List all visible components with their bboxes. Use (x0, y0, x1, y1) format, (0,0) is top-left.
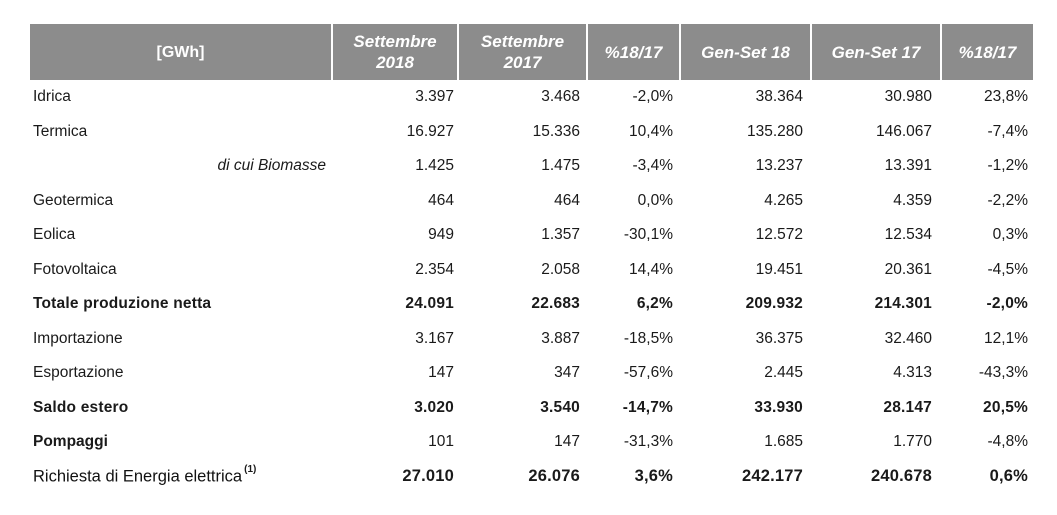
table-row-totale-produzione (30, 287, 1033, 322)
table-row-geotermica (30, 184, 1033, 219)
cell-ytd-18: 135.280 (746, 122, 803, 140)
cell-ytd-18: 36.375 (755, 329, 803, 347)
table-row-termica (30, 115, 1033, 150)
row-label: Idrica (33, 88, 71, 106)
row-label: Geotermica (33, 191, 114, 209)
cell-ytd-17: 30.980 (884, 88, 932, 106)
row-label: Importazione (33, 329, 123, 347)
row-label-text: Richiesta di Energia elettrica (33, 467, 243, 486)
cell-ytd-18: 13.237 (755, 157, 803, 175)
cell-set-2017: 22.683 (531, 295, 580, 313)
cell-set-2017: 26.076 (528, 467, 580, 486)
table-row-pompaggi (30, 425, 1033, 460)
cell-set-2018: 949 (428, 226, 454, 244)
cell-ytd-18: 12.572 (755, 226, 803, 244)
table-row-idrica (30, 80, 1033, 115)
cell-ytd-18: 1.685 (764, 433, 803, 451)
cell-set-2017: 347 (554, 364, 580, 382)
cell-set-2018: 2.354 (415, 260, 454, 278)
cell-set-2017: 464 (554, 191, 580, 209)
footnote-marker: (1) (244, 464, 257, 475)
cell-set-2018: 3.397 (415, 88, 454, 106)
cell-ytd-17: 146.067 (875, 122, 932, 140)
cell-set-2018: 3.020 (414, 398, 454, 416)
table-row-eolica (30, 218, 1033, 253)
cell-ytd-18: 242.177 (741, 467, 803, 486)
cell-pct-ytd: -1,2% (987, 157, 1028, 175)
cell-ytd-18: 209.932 (745, 295, 803, 313)
cell-ytd-17: 214.301 (874, 295, 932, 313)
cell-set-2018: 101 (428, 433, 454, 451)
cell-ytd-17: 4.359 (893, 191, 932, 209)
cell-pct-ytd: 12,1% (984, 329, 1028, 347)
cell-ytd-18: 2.445 (764, 364, 803, 382)
cell-pct-month: -30,1% (623, 226, 673, 244)
cell-set-2017: 2.058 (541, 260, 580, 278)
cell-pct-ytd: -43,3% (978, 364, 1028, 382)
cell-pct-ytd: -4,8% (987, 433, 1028, 451)
cell-pct-ytd: -2,2% (987, 191, 1028, 209)
header-row (30, 24, 1033, 80)
energy-balance-table (30, 24, 1033, 494)
cell-pct-ytd: -4,5% (987, 260, 1028, 278)
cell-set-2018: 1.425 (415, 157, 454, 175)
cell-ytd-17: 28.147 (883, 398, 932, 416)
cell-pct-month: -18,5% (623, 329, 673, 347)
cell-pct-month: -3,4% (632, 157, 673, 175)
table-row-richiesta-energia (30, 460, 1033, 495)
cell-ytd-18: 33.930 (754, 398, 803, 416)
header-pct-month: %18/17 (587, 24, 680, 80)
row-label: Saldo estero (33, 398, 129, 416)
cell-pct-month: -14,7% (622, 398, 673, 416)
cell-ytd-17: 12.534 (884, 226, 932, 244)
cell-pct-month: 0,0% (637, 191, 673, 209)
cell-set-2018: 24.091 (405, 295, 454, 313)
cell-ytd-17: 32.460 (884, 329, 932, 347)
cell-pct-ytd: 20,5% (983, 398, 1028, 416)
header-settembre-2018: Settembre 2018 (332, 24, 458, 80)
cell-set-2017: 15.336 (532, 122, 580, 140)
cell-set-2017: 1.357 (541, 226, 580, 244)
cell-ytd-17: 4.313 (893, 364, 932, 382)
table-body (30, 80, 1033, 494)
table-row-importazione (30, 322, 1033, 357)
cell-ytd-17: 1.770 (893, 433, 932, 451)
cell-pct-month: -57,6% (623, 364, 673, 382)
header-unit: [GWh] (30, 24, 332, 80)
header-gen-set-18: Gen-Set 18 (680, 24, 811, 80)
row-label: Eolica (33, 226, 76, 244)
row-label: Totale produzione netta (33, 295, 212, 313)
row-label: Esportazione (33, 364, 124, 382)
cell-set-2017: 3.540 (540, 398, 580, 416)
cell-pct-ytd: 0,6% (989, 467, 1028, 486)
cell-pct-month: 3,6% (634, 467, 673, 486)
cell-set-2018: 147 (428, 364, 454, 382)
cell-pct-month: -31,3% (623, 433, 673, 451)
cell-set-2017: 1.475 (541, 157, 580, 175)
row-label (30, 460, 332, 495)
cell-ytd-17: 13.391 (884, 157, 932, 175)
table-row-biomasse (30, 149, 1033, 184)
cell-pct-month: 6,2% (636, 295, 673, 313)
table-row-fotovoltaica (30, 253, 1033, 288)
header-pct-ytd: %18/17 (941, 24, 1033, 80)
cell-pct-ytd: -7,4% (987, 122, 1028, 140)
cell-ytd-18: 19.451 (755, 260, 803, 278)
cell-pct-month: 14,4% (629, 260, 673, 278)
row-label: di cui Biomasse (217, 157, 326, 175)
cell-pct-month: 10,4% (629, 122, 673, 140)
cell-ytd-17: 240.678 (870, 467, 932, 486)
header-settembre-2017: Settembre 2017 (458, 24, 587, 80)
cell-ytd-18: 4.265 (764, 191, 803, 209)
cell-set-2018: 464 (428, 191, 454, 209)
cell-pct-month: -2,0% (632, 88, 673, 106)
cell-set-2018: 27.010 (402, 467, 454, 486)
row-label: Fotovoltaica (33, 260, 117, 278)
cell-set-2018: 16.927 (406, 122, 454, 140)
cell-pct-ytd: 23,8% (984, 88, 1028, 106)
table-row-saldo-estero (30, 391, 1033, 426)
cell-set-2017: 3.468 (541, 88, 580, 106)
cell-set-2017: 147 (554, 433, 580, 451)
row-label: Termica (33, 122, 88, 140)
cell-pct-ytd: 0,3% (992, 226, 1028, 244)
header-gen-set-17: Gen-Set 17 (811, 24, 941, 80)
table-row-esportazione (30, 356, 1033, 391)
cell-pct-ytd: -2,0% (986, 295, 1028, 313)
cell-ytd-17: 20.361 (884, 260, 932, 278)
cell-ytd-18: 38.364 (755, 88, 803, 106)
cell-set-2017: 3.887 (541, 329, 580, 347)
cell-set-2018: 3.167 (415, 329, 454, 347)
energy-balance-table-container (30, 24, 1033, 494)
table-header (30, 24, 1033, 80)
row-label: Pompaggi (33, 433, 108, 451)
